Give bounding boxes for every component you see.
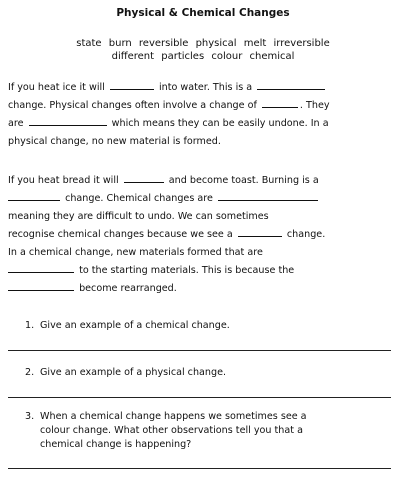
fill-blank[interactable] [238,226,282,237]
question-text: Give an example of a physical change. [40,367,227,378]
text-fragment: and become toast. Burning is a [168,175,319,186]
question-text-continued: chemical change is happening? [40,439,192,450]
text-fragment: . They [299,100,330,111]
fill-blank[interactable] [218,190,318,201]
question-number: 1. [25,320,35,331]
text-fragment: change. Chemical changes are [65,193,213,204]
answer-line-3[interactable] [8,468,391,469]
fill-blank[interactable] [110,79,154,90]
worksheet-title: Physical & Chemical Changes [116,7,290,19]
paragraph-physical [8,79,400,151]
fill-blank[interactable] [8,280,74,291]
text-fragment: change. [286,229,326,240]
fill-blank[interactable] [8,262,74,273]
text-fragment: If you heat ice it will [8,82,105,93]
text-fragment: change. Physical changes often involve a change of [8,100,257,111]
fill-blank[interactable] [8,190,60,201]
question-1 [25,319,385,333]
question-text: Give an example of a chemical change. [40,320,230,331]
question-text-continued: colour change. What other observations tell you that a [40,425,303,436]
paragraph-line [8,190,400,208]
text-fragment: are [8,118,24,129]
paragraph-line [8,226,400,244]
paragraph-line [8,172,400,190]
paragraph-line [8,79,400,97]
text-fragment: recognise chemical changes because we see a [8,229,233,240]
fill-blank[interactable] [124,172,164,183]
question-3 [25,410,385,452]
paragraph-line: physical change, no new material is formed. [8,136,221,147]
text-fragment: which means they can be easily undone. In a [111,118,329,129]
question-2 [25,366,385,380]
fill-blank[interactable] [257,79,325,90]
text-fragment: to the starting materials. This is because the [79,265,295,276]
paragraph-line: meaning they are difficult to undo. We can sometimes [8,211,269,222]
word-bank-row-2: different particles colour chemical [111,51,295,62]
fill-blank[interactable] [29,115,107,126]
text-fragment: into water. This is a [158,82,253,93]
paragraph-line [8,280,400,298]
paragraph-line [8,262,400,280]
paragraph-chemical [8,172,400,298]
question-number: 2. [25,367,35,378]
paragraph-line [8,97,400,115]
answer-line-1[interactable] [8,350,391,351]
text-fragment: If you heat bread it will [8,175,119,186]
question-number: 3. [25,411,35,422]
paragraph-line [8,115,400,133]
word-bank-row-1: state burn reversible physical melt irreversible [76,38,330,49]
answer-line-2[interactable] [8,397,391,398]
paragraph-line: In a chemical change, new materials formed that are [8,247,263,258]
text-fragment: become rearranged. [79,283,177,294]
fill-blank[interactable] [262,97,298,108]
question-text: When a chemical change happens we sometimes see a [40,411,307,422]
